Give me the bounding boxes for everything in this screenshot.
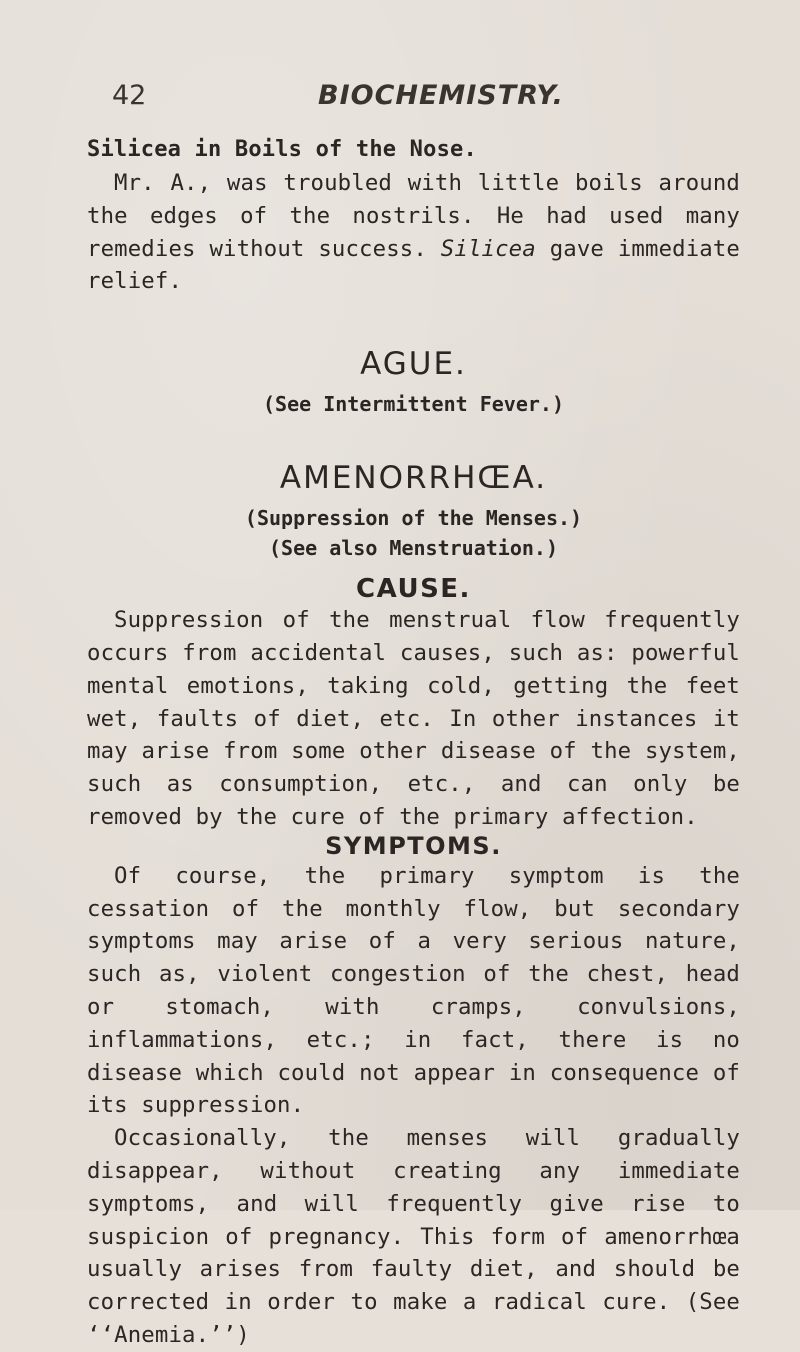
ague-heading: AGUE. (360, 346, 467, 383)
silicea-italic-remedy: Silicea (440, 235, 536, 262)
cause-paragraph: Suppression of the menstrual flow frequently occurs from accidental causes, such as: powerful mental emotions, taking cold, getting the feet wet, faults of diet, etc. In other instances it may arise from some other disease of the system, such as consumption, etc., and can only be removed by the cure of the primary affection. (87, 607, 740, 830)
cause-heading: CAUSE. (356, 574, 471, 605)
symptoms-heading: SYMPTOMS. (325, 831, 502, 860)
running-title: BIOCHEMISTRY. (318, 80, 564, 111)
amenorrhoea-heading: AMENORRHŒA. (279, 460, 548, 497)
silicea-text-1: Mr. A., was troubled with little boils around the edges of the nostrils. He had used many remedies without success. (87, 170, 740, 262)
silicea-paragraph (87, 167, 740, 298)
symptoms-paragraph-1: Of course, the primary symptom is the cessation of the monthly flow, but secondary symptoms may arise of a very serious nature, such as, violent congestion of the chest, head or stomach, with cramps, convulsions, inflammations, etc.; in fact, there is no disease which could not appear in consequence of its suppression. (87, 862, 740, 1119)
page-header (0, 80, 800, 120)
silicea-text-2: gave immediate relief. (87, 235, 741, 295)
ague-see-note: (See Intermittent Fever.) (262, 392, 565, 417)
amenorrhoea-see-also: (See also Menstruation.) (269, 536, 558, 561)
amenorrhoea-subtitle: (Suppression of the Menses.) (244, 506, 583, 531)
page-number: 42 (112, 80, 147, 111)
symptoms-paragraph-2: Occasionally, the menses will gradually disappear, without creating any immediate symptoms, and will frequently give rise to suspicion of pregnancy. This form of amenorrhœa usually arises from faulty diet, and should be corrected in order to make a radical cure. (See ‘‘Anemia.’’) (87, 1125, 740, 1348)
silicea-heading: Silicea in Boils of the Nose. (87, 137, 477, 162)
page-content (87, 133, 740, 1352)
